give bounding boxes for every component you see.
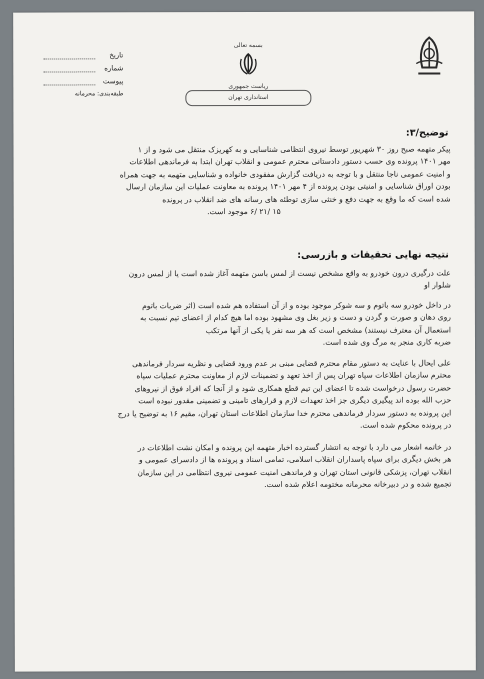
meta-attachment-line xyxy=(43,76,95,85)
text-line: هر بخش دیگری برای سپاه پاسداران انقلاب اسلامی، تمامی اسناد و پرونده ها از دادسرای عمومی و xyxy=(138,454,452,465)
document-page xyxy=(13,11,476,671)
findings-paragraph-3 xyxy=(41,357,451,433)
findings-paragraph-1 xyxy=(41,267,451,293)
text-line: استعمال آن معترف نیستند) مشخص است که هر سه نفر یا یکی از آنها مرتکب xyxy=(205,325,451,335)
text-line: در پرونده محکوم شده است. xyxy=(359,420,452,430)
text-line: انقلاب تهران، پزشکی قانونی استان تهران و فرماندهی امنیت عمومی نیروی انتظامی در این سازمان xyxy=(137,467,452,478)
letterhead xyxy=(173,42,323,114)
findings-paragraph-2 xyxy=(41,299,451,350)
text-line: تجمیع شده و در دبیرخانه محرمانه مختومه اعلام شده است. xyxy=(264,479,452,490)
meta-attachment xyxy=(43,74,123,87)
text-line: و امنیت عمومی ناجا منتقل و با توجه به دریافت گزارش مفقودی خانواده و شناسایی متهمه به جهت همراه xyxy=(119,169,451,180)
meta-number-label: تاریخ xyxy=(109,50,124,59)
section-title-findings: نتیجه نهایی تحقیقات و بازرسی: xyxy=(297,249,449,261)
document-meta xyxy=(43,48,123,100)
text-line: ۱۵ /۲۱ /۶ موجود است. xyxy=(207,206,281,217)
iran-emblem-icon xyxy=(235,51,261,77)
meta-number-line xyxy=(43,50,95,59)
text-line: در خاتمه اشعار می دارد با توجه به انتشار گسترده اخبار متهمه این پرونده و امکان نشت اطلاعات در xyxy=(137,442,452,453)
text-line: علی ایحال با عنایت به دستور مقام محترم قضایی مبنی بر عدم ورود قضایی و نظریه سردار فرماندهی xyxy=(132,358,452,369)
text-line: شلوار او xyxy=(424,280,451,290)
text-line: حزب الله بوده اند پیگیری دیگری جز اخذ تعهدات لازم و قرارهای تامینی و تضمینی مقدور نبوده است xyxy=(138,395,452,406)
meta-date xyxy=(43,61,123,74)
irgc-emblem-icon xyxy=(410,33,448,77)
text-line: شده است که ما وقع به جهت دفع و خنثی سازی توطئه های رسانه های ضد انقلاب در پرونده xyxy=(162,194,451,204)
section-title-explanation: توضیح/۳: xyxy=(405,127,449,139)
text-line: پیکر متهمه صبح روز ۳۰ شهریور توسط نیروی انتظامی شناسایی و به کهریزک منتقل می شود و از ۱ xyxy=(137,144,451,155)
text-line: مهر ۱۴۰۱ پرونده وی حسب دستور دادستانی محترم عمومی و انقلاب تهران ابتدا به فرماندهی اطلاعات xyxy=(129,156,451,167)
text-line: روی دهان و صورت و گردن و دست و زیر بغل وی مشهود بوده اما هیچ کدام از اعضای تیم نسبت به xyxy=(140,312,451,323)
text-line: ضربه کاری منجر به مرگ وی شده است. xyxy=(322,337,452,348)
text-line: بودن اوراق شناسایی و امنیتی بودن پرونده از ۴ مهر ۱۴۰۱ پرونده به معاونت عملیات این سازمان ارسال xyxy=(125,181,451,192)
text-line: این پرونده به دستور سردار فرماندهی محترم خدا سازمان اطلاعات استان تهران، مقیم ۱۶ به توضیح یا درج xyxy=(117,408,452,418)
meta-attachment-label: پیوست xyxy=(102,76,124,85)
findings-paragraph-4 xyxy=(41,441,451,492)
meta-classification-label: طبقه‌بندی: محرمانه xyxy=(74,90,124,98)
meta-date-label: شماره xyxy=(104,63,124,72)
text-line: در داخل خودرو سه باتوم و سه شوکر موجود بوده و از آن استفاده هم شده است (اثر ضربات باتوم xyxy=(142,300,451,311)
text-line: علت درگیری درون خودرو به واقع مشخص نیست از لمس باسن متهمه آغاز شده است یا از لمس درون xyxy=(128,268,451,279)
bismillah-text: بسمه تعالی xyxy=(233,41,263,50)
meta-date-line xyxy=(43,63,95,72)
authority-text: ریاست جمهوری xyxy=(228,82,269,91)
meta-number xyxy=(43,48,123,61)
text-line: حضرت رسول درخواست شده تا اعضای این تیم قطع همکاری شود و از آنجا که افراد فوق از نیروهای xyxy=(134,383,452,394)
meta-classification xyxy=(43,87,123,100)
office-stamp: استانداری تهران xyxy=(185,90,311,106)
text-line: محترم سازمان اطلاعات سپاه تهران پس از اخذ تعهد و تضمینات لازم از معاونت محترم عملیات سپاه xyxy=(136,370,452,381)
section-explanation-body xyxy=(40,143,450,219)
